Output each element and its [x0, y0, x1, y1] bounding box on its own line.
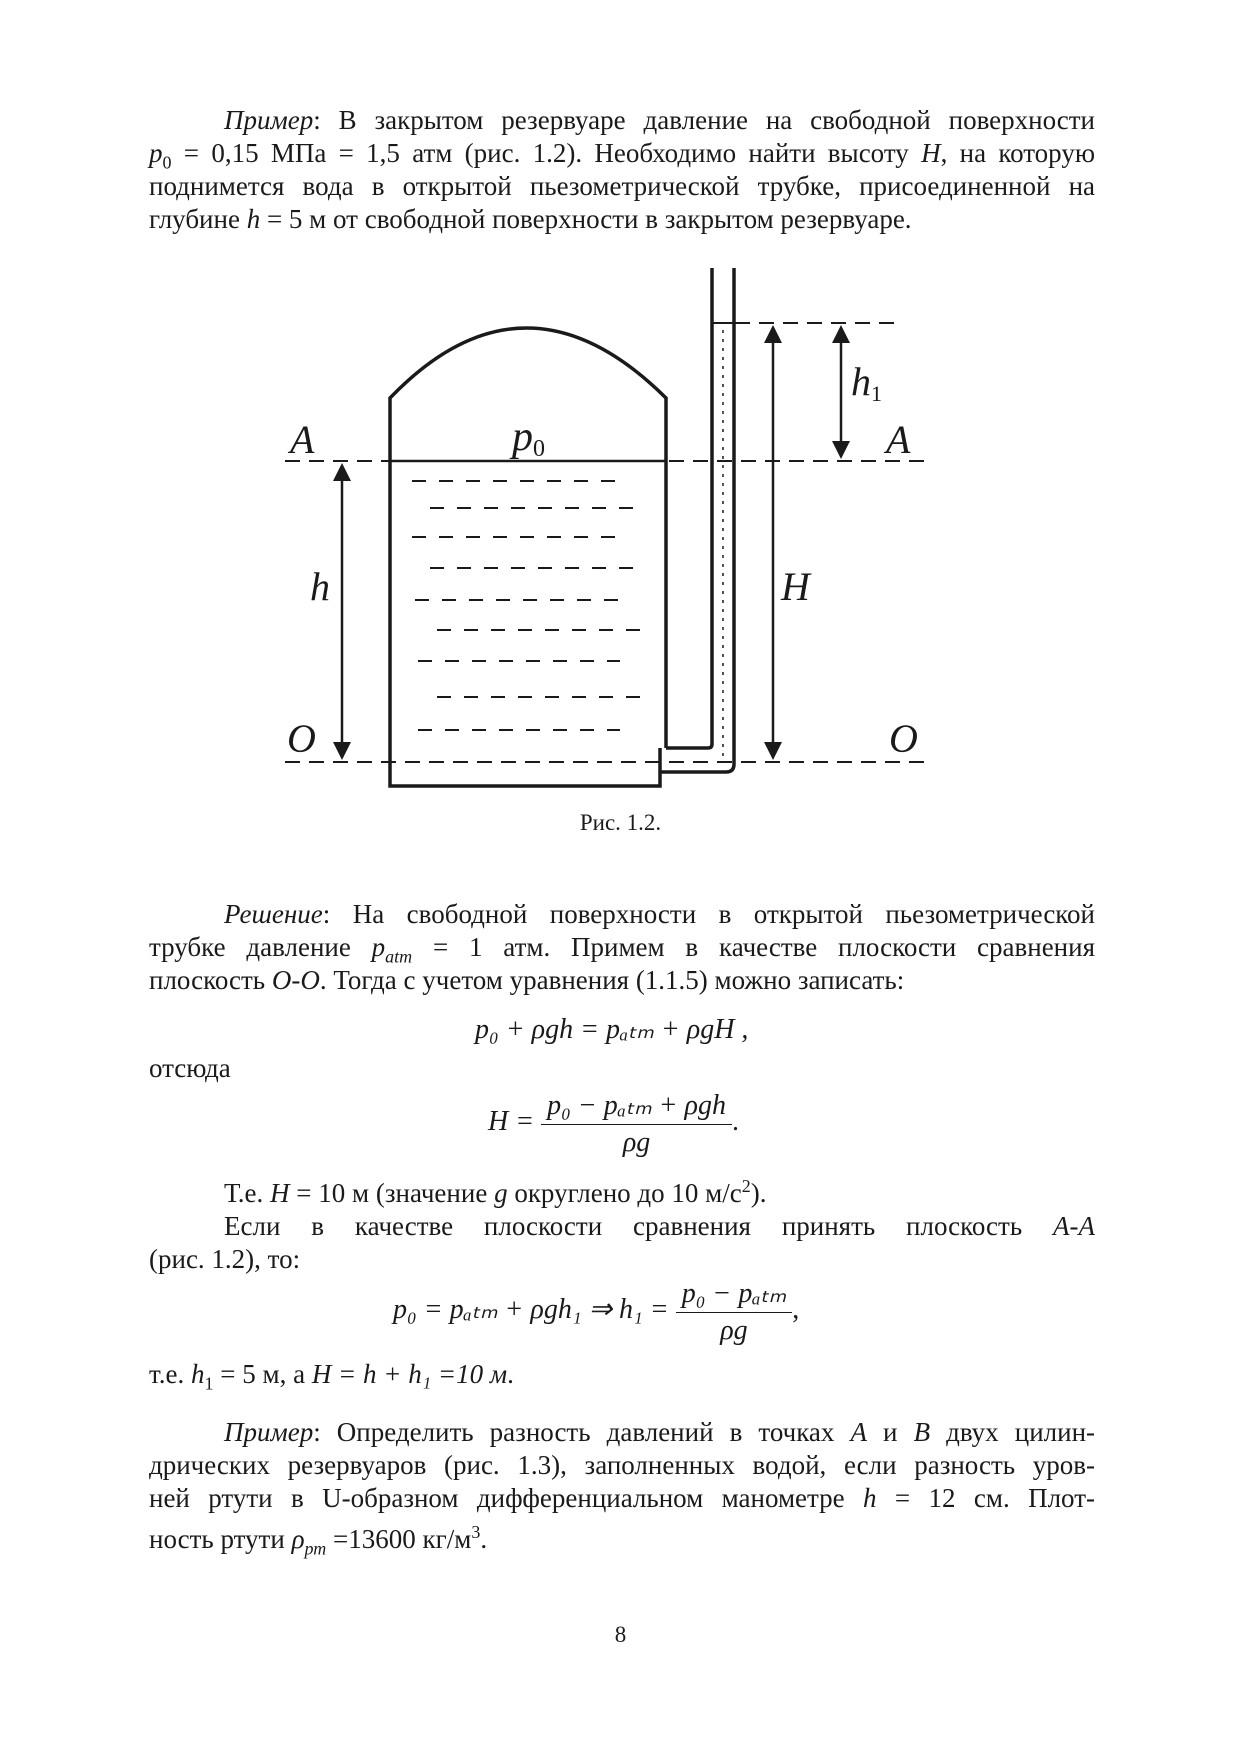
equation-3 [393, 1276, 799, 1347]
p4-var-AA: A-A [1053, 1211, 1095, 1241]
p4-text-1: Если в качестве плоскости сравнения принять плоскость [224, 1211, 1054, 1241]
p5-text-3: . [507, 1359, 514, 1389]
p6-var-B: B [913, 1417, 931, 1447]
p6-line-2 [149, 1449, 1095, 1482]
p6-text-4: дрических резервуаров (рис. 1.3), заполненных водой, если разность уров- [149, 1450, 1095, 1480]
figure-caption: Рис. 1.2. [579, 810, 662, 835]
eq3-lhs: p₀ = pₐₜₘ + ρgh₁ ⇒ h₁ = [393, 1293, 669, 1325]
p4-line-1 [149, 1210, 1095, 1243]
p2-text-2: трубке давление [149, 932, 372, 962]
p2-prefix: Решение [224, 899, 323, 929]
p1-text-5: глубине [149, 204, 247, 234]
text-otsyuda: отсюда [149, 1053, 231, 1083]
p2-var-p: p [371, 932, 386, 962]
p1-text-1: : В закрытом резервуаре давление на свободной поверхности [313, 105, 1095, 135]
p5-sub-1: 1 [204, 1373, 214, 1394]
equation-2 [488, 1088, 739, 1159]
label-O-left: O [287, 716, 316, 761]
p3-text-1: Т.е. [224, 1178, 271, 1208]
equation-1: p₀ + ρgh = pₐₜₘ + ρgH , [475, 1014, 749, 1045]
paragraph-if [149, 1210, 1095, 1276]
label-h1-main: h [851, 359, 871, 404]
p2-line-2 [149, 931, 1095, 967]
figure-1-2 [0, 0, 1241, 800]
p2-sub-atm: atm [385, 946, 413, 967]
label-p0 [509, 414, 545, 462]
dimension-H-arrow [764, 325, 782, 760]
p5-text-1: т.е. [149, 1359, 192, 1389]
label-H: H [781, 564, 810, 609]
p2-text-5: . Тогда с учетом уравнения (1.1.5) можно записать: [319, 965, 905, 995]
eq2-lhs: H = [488, 1105, 535, 1137]
p1-prefix: Пример [224, 105, 314, 135]
p1-var-p: p [149, 138, 163, 168]
paragraph-solution [149, 898, 1095, 997]
p1-text-4: поднимется вода в открытой пьезометрической трубке, присоединенной на [149, 171, 1095, 201]
p1-text-6: = 5 м от свободной поверхности в закрытом резервуаре. [260, 204, 912, 234]
p6-text-9: . [480, 1524, 488, 1554]
p2-text-4: плоскость [149, 965, 272, 995]
tank-outline [390, 328, 666, 786]
p1-var-h: h [246, 204, 261, 234]
p2-line-1 [149, 898, 1095, 931]
eq3-numerator: p₀ − pₐₜₘ [676, 1276, 793, 1313]
eq3-denominator: ρg [720, 1315, 748, 1346]
label-A-right: A [886, 417, 911, 462]
piezometer-tube-inner [666, 268, 712, 748]
label-p: p [512, 414, 533, 460]
p5-formula: H = h + h₁ =10 м [311, 1359, 508, 1389]
p6-line-4 [149, 1522, 1095, 1559]
p3-line-1 [149, 1177, 1095, 1210]
paragraph-example-2 [149, 1416, 1096, 1559]
p3-text-3: округлено до 10 м/с [507, 1178, 742, 1208]
p5-text-2: = 5 м, а [213, 1359, 312, 1389]
p2-text-1: : На свободной поверхности в открытой пьезометрической [322, 899, 1095, 929]
p6-var-h: h [863, 1483, 877, 1513]
p2-var-OO: O-O [271, 965, 320, 995]
label-h1-sub: 1 [871, 381, 882, 406]
label-A-left: A [290, 417, 315, 462]
p3-var-g: g [494, 1178, 508, 1208]
p1-text-2: = 0,15 МПа = 1,5 атм (рис. 1.2). Необходимо найти высоту [171, 138, 922, 168]
p2-line-3 [149, 964, 1095, 997]
p6-text-1: : Определить разность давлений в точках [313, 1417, 851, 1447]
eq2-tail: . [731, 1105, 739, 1137]
label-h: h [310, 564, 330, 609]
p3-var-H: H [270, 1178, 290, 1208]
p6-prefix: Пример [224, 1417, 314, 1447]
eq2-fraction [541, 1088, 732, 1159]
p3-sup-2: 2 [741, 1176, 751, 1196]
p6-formula-rho: ρ [291, 1524, 305, 1554]
p6-formula-sub: рт [304, 1538, 327, 1559]
paragraph-result [149, 1177, 1095, 1210]
p2-text-3: = 1 атм. Примем в качестве плоскости сравнения [412, 932, 1095, 962]
paragraph-ie [149, 1358, 1095, 1394]
p6-var-A: A [850, 1417, 867, 1447]
p6-text-2: и [866, 1417, 914, 1447]
eq2-numerator: p₀ − pₐₜₘ + ρgh [541, 1088, 732, 1125]
label-p-sub: 0 [533, 436, 545, 462]
label-O-right: O [889, 716, 918, 761]
page-number: 8 [614, 1622, 627, 1647]
p6-line-3 [149, 1482, 1095, 1515]
eq2-denominator: ρg [622, 1127, 651, 1158]
dimension-h1-arrow [832, 325, 850, 459]
p6-text-8: =13600 кг/м [326, 1524, 472, 1554]
p4-text-2: (рис. 1.2), то: [149, 1244, 301, 1274]
p1-text-3: , на которую [940, 138, 1095, 168]
eq3-tail: , [792, 1293, 800, 1325]
label-h1 [851, 359, 882, 406]
p6-sup-3: 3 [471, 1522, 481, 1542]
eq3-fraction [676, 1276, 793, 1347]
water-dashes [412, 481, 640, 730]
p6-text-7: ность ртути [149, 1524, 292, 1554]
p1-var-H: H [921, 138, 941, 168]
p6-text-3: двух цилин- [930, 1417, 1096, 1447]
p4-line-2 [149, 1243, 1095, 1276]
p5-var-h: h [191, 1359, 205, 1389]
p1-sub-0: 0 [162, 152, 172, 173]
p6-text-5: ней ртути в U-образном дифференциальном манометре [149, 1483, 864, 1513]
p6-line-1 [149, 1416, 1095, 1449]
dimension-h-arrow [333, 463, 351, 760]
p3-text-4: ). [750, 1178, 767, 1208]
p6-text-6: = 12 см. Плот- [876, 1483, 1095, 1513]
p5-line-1 [149, 1358, 1095, 1394]
p3-text-2: = 10 м (значение [289, 1178, 495, 1208]
